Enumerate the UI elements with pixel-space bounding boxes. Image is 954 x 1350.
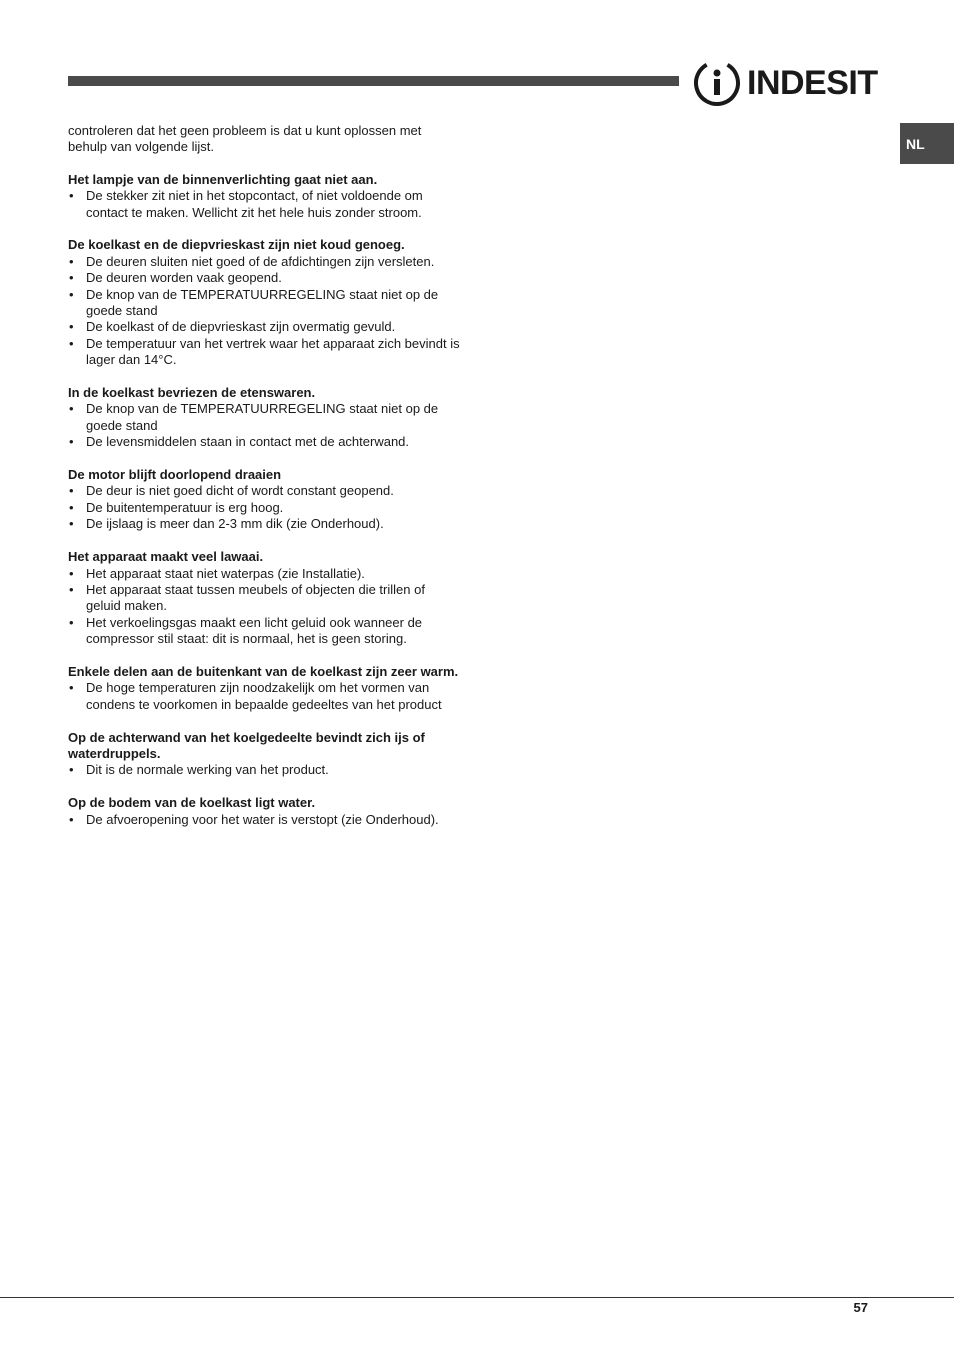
- cause-list: [68, 762, 463, 778]
- list-item: [68, 516, 463, 532]
- bullet-icon: •: [69, 286, 74, 302]
- list-item: [68, 615, 463, 648]
- footer-rule: [0, 1297, 954, 1298]
- section-title: Op de bodem van de koelkast ligt water.: [68, 795, 316, 811]
- list-item-text: De stekker zit niet in het stopcontact, of niet voldoende om contact te maken. Wellicht zit het hele huis zonder stroom.: [86, 188, 423, 220]
- list-item-text: Het apparaat staat niet waterpas (zie Installatie).: [86, 565, 365, 581]
- list-item-text: De deuren worden vaak geopend.: [86, 270, 282, 286]
- list-item-text: De ijslaag is meer dan 2-3 mm dik (zie Onderhoud).: [86, 516, 384, 532]
- trouble-section: [68, 172, 463, 221]
- cause-list: [68, 680, 463, 713]
- section-title: De motor blijft doorlopend draaien: [68, 467, 282, 483]
- list-item-text: Het apparaat staat tussen meubels of objecten die trillen of geluid maken.: [86, 581, 425, 614]
- section-title: Het apparaat maakt veel lawaai.: [68, 549, 264, 565]
- list-item: [68, 434, 463, 450]
- language-tab-label: NL: [906, 135, 925, 152]
- trouble-section: [68, 664, 463, 713]
- list-item: [68, 812, 463, 828]
- list-item: [68, 270, 463, 286]
- list-item: [68, 254, 463, 270]
- list-item-text: De temperatuur van het vertrek waar het apparaat zich bevindt is lager dan 14°C.: [86, 335, 460, 368]
- brand-logo: [693, 58, 878, 108]
- bullet-icon: •: [69, 253, 74, 269]
- trouble-section: [68, 385, 463, 451]
- list-item-text: De koelkast of de diepvrieskast zijn overmatig gevuld.: [86, 319, 396, 335]
- bullet-icon: •: [69, 614, 74, 630]
- brand-name: INDESIT: [747, 64, 878, 102]
- trouble-section: [68, 467, 463, 533]
- indesit-logo-icon: [693, 59, 741, 107]
- list-item: [68, 566, 463, 582]
- list-item-text: De deur is niet goed dicht of wordt constant geopend.: [86, 483, 394, 499]
- bullet-icon: •: [69, 516, 74, 532]
- header-bar: [68, 76, 679, 86]
- cause-list: [68, 188, 463, 221]
- list-item: [68, 500, 463, 516]
- bullet-icon: •: [69, 335, 74, 351]
- troubleshooting-sections: [68, 172, 463, 828]
- section-title: De koelkast en de diepvrieskast zijn niet koud genoeg.: [68, 237, 405, 253]
- list-item-text: De buitentemperatuur is erg hoog.: [86, 499, 284, 515]
- language-tab: [900, 123, 954, 164]
- bullet-icon: •: [69, 483, 74, 499]
- cause-list: [68, 254, 463, 369]
- list-item: [68, 319, 463, 335]
- section-title: Het lampje van de binnenverlichting gaat niet aan.: [68, 171, 378, 187]
- list-item: [68, 483, 463, 499]
- trouble-section: [68, 730, 463, 779]
- bullet-icon: •: [69, 811, 74, 827]
- list-item-text: De knop van de TEMPERATUURREGELING staat niet op de goede stand: [86, 286, 439, 319]
- list-item: [68, 680, 463, 713]
- bullet-icon: •: [69, 401, 74, 417]
- cause-list: [68, 812, 463, 828]
- section-title: Op de achterwand van het koelgedeelte bevindt zich ijs of waterdruppels.: [68, 729, 425, 761]
- list-item-text: De knop van de TEMPERATUURREGELING staat niet op de goede stand: [86, 401, 439, 433]
- list-item-text: De levensmiddelen staan in contact met de achterwand.: [86, 434, 410, 450]
- bullet-icon: •: [69, 565, 74, 581]
- troubleshooting-content: [68, 123, 463, 844]
- list-item: [68, 336, 463, 369]
- section-title: Enkele delen aan de buitenkant van de koelkast zijn zeer warm.: [68, 663, 459, 679]
- list-item: [68, 762, 463, 778]
- list-item-text: Dit is de normale werking van het product.: [86, 762, 329, 778]
- trouble-section: [68, 795, 463, 828]
- page-number: 57: [853, 1300, 868, 1315]
- list-item: [68, 287, 463, 320]
- list-item: [68, 188, 463, 221]
- list-item-text: De afvoeropening voor het water is verstopt (zie Onderhoud).: [86, 811, 439, 827]
- list-item-text: De deuren sluiten niet goed of de afdichtingen zijn versleten.: [86, 253, 435, 269]
- bullet-icon: •: [69, 762, 74, 778]
- cause-list: [68, 401, 463, 450]
- bullet-icon: •: [69, 499, 74, 515]
- list-item: [68, 582, 463, 615]
- trouble-section: [68, 237, 463, 368]
- list-item: [68, 401, 463, 434]
- intro-text: controleren dat het geen probleem is dat u kunt oplossen met behulp van volgende lijst.: [68, 123, 422, 155]
- cause-list: [68, 566, 463, 648]
- bullet-icon: •: [69, 434, 74, 450]
- list-item-text: Het verkoelingsgas maakt een licht geluid ook wanneer de compressor stil staat: dit is normaal, het is geen storing.: [86, 614, 423, 647]
- bullet-icon: •: [69, 188, 74, 204]
- list-item-text: De hoge temperaturen zijn noodzakelijk om het vormen van condens te voorkomen in bepaalde gedeeltes van het product: [86, 680, 442, 712]
- cause-list: [68, 483, 463, 532]
- trouble-section: [68, 549, 463, 647]
- bullet-icon: •: [69, 270, 74, 286]
- bullet-icon: •: [69, 680, 74, 696]
- section-title: In de koelkast bevriezen de etenswaren.: [68, 385, 316, 401]
- bullet-icon: •: [69, 581, 74, 597]
- bullet-icon: •: [69, 319, 74, 335]
